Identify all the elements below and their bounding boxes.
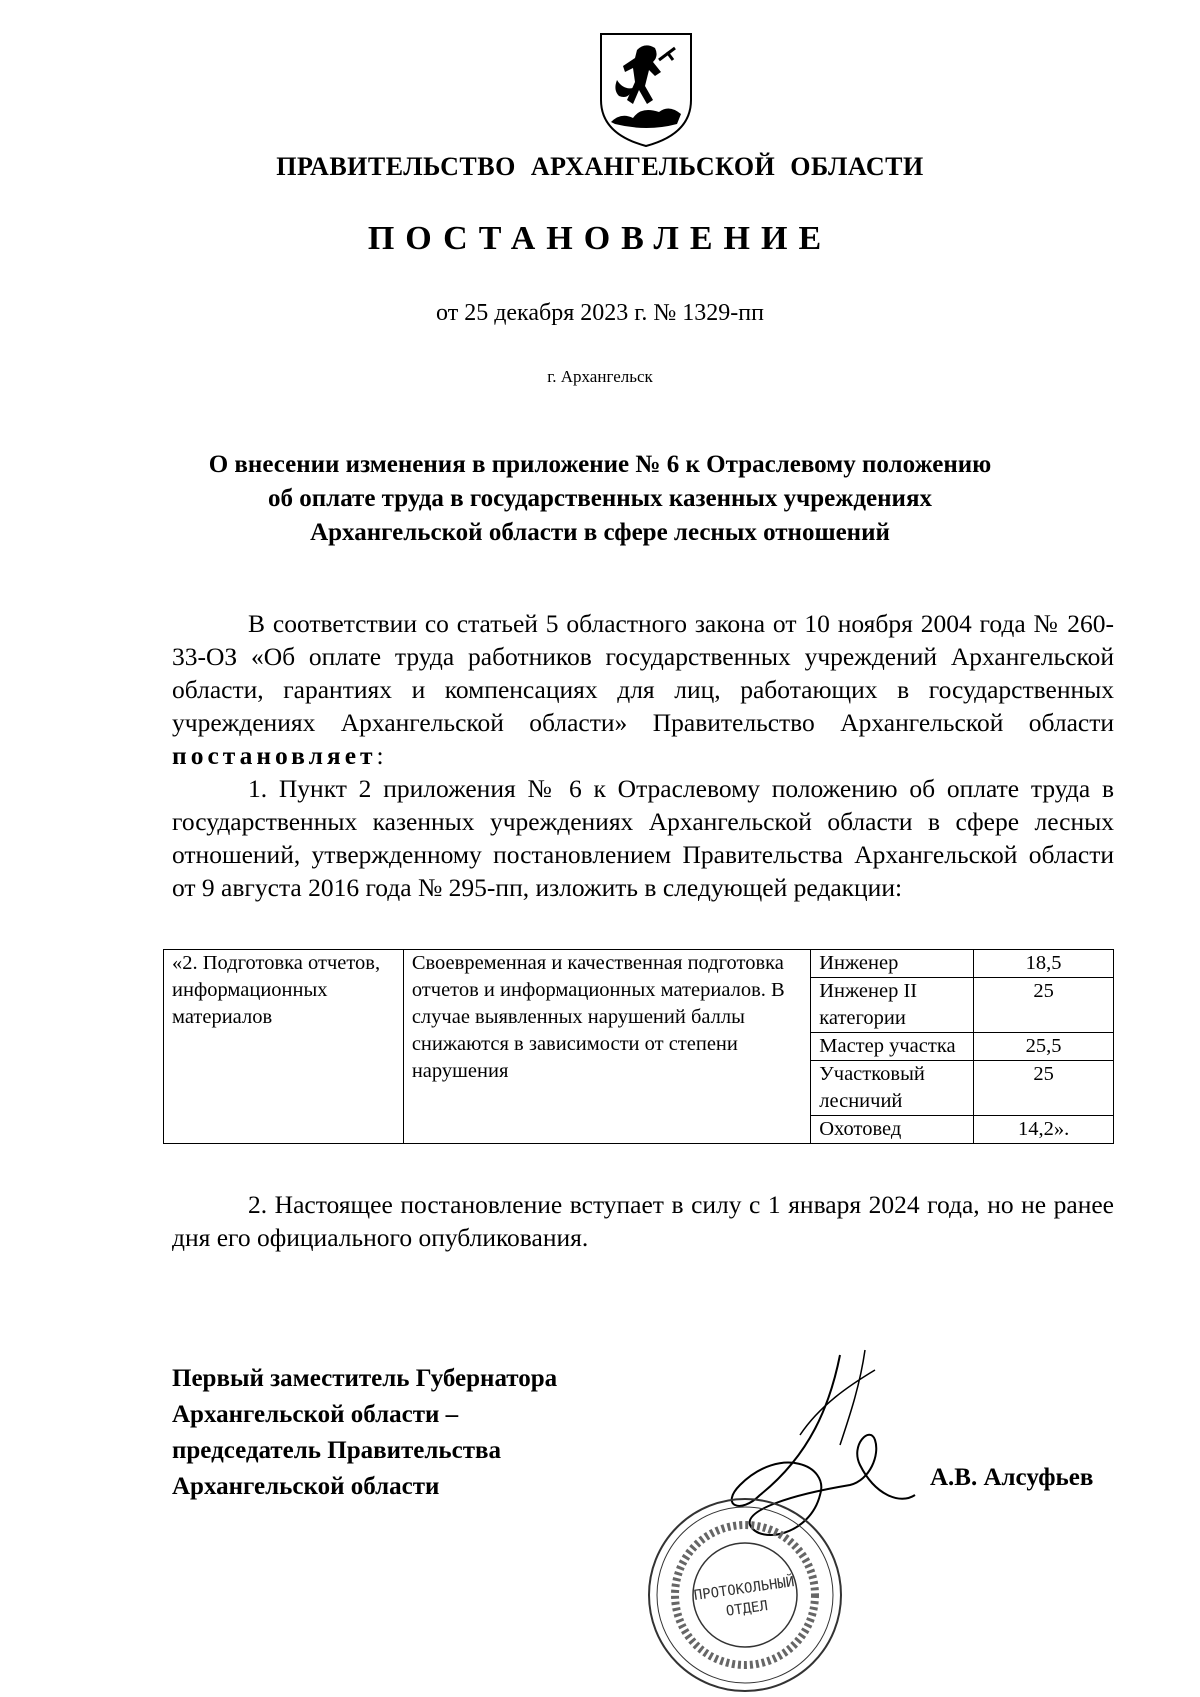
signatory-title-line: председатель Правительства	[172, 1437, 502, 1464]
signatory-name: А.В. Алсуфьев	[930, 1464, 1094, 1491]
signatory-title	[172, 1361, 557, 1505]
signatory-title-line: Первый заместитель Губернатора	[172, 1365, 558, 1392]
signatory-title-line: Архангельской области –	[172, 1401, 459, 1428]
seal-text: ПРОТОКОЛЬНЫЙ	[692, 1574, 796, 1605]
criterion-cell: «2. Подготовка отчетов, информационных материалов	[164, 950, 404, 1144]
document-date-number: от 25 декабря 2023 г. № 1329-пп	[436, 300, 764, 326]
value-cell: 25,5	[974, 1033, 1114, 1061]
position-cell: Мастер участка	[811, 1033, 974, 1061]
document-city: г. Архангельск	[547, 367, 653, 386]
preamble-paragraph	[172, 607, 1114, 772]
position-cell: Инженер II категории	[811, 978, 974, 1033]
subject-line: Архангельской области в сфере лесных отношений	[310, 519, 890, 546]
table-row	[164, 950, 1114, 978]
clause-1-paragraph: 1. Пункт 2 приложения № 6 к Отраслевому положению об оплате труда в государственных казенных учреждениях Архангельской области в сфере лесных отношений, утвержденному постановлением Правительства Архангельской области от 9 августа 2016 года № 295-пп, изложить в следующей редакции:	[172, 774, 1114, 902]
rates-table	[163, 949, 1114, 1144]
subject-line: О внесении изменения в приложение № 6 к Отраслевому положению	[208, 451, 992, 478]
value-cell: 18,5	[974, 950, 1114, 978]
document-subject	[0, 448, 1200, 550]
value-cell: 25	[974, 978, 1114, 1033]
official-seal-stamp	[645, 1495, 845, 1695]
value-cell: 14,2».	[974, 1116, 1114, 1144]
subject-line: об оплате труда в государственных казенных учреждениях	[268, 485, 932, 512]
document-type-heading: ПОСТАНОВЛЕНИЕ	[367, 220, 833, 257]
signatory-title-line: Архангельской области	[172, 1473, 440, 1500]
government-name: ПРАВИТЕЛЬСТВО АРХАНГЕЛЬСКОЙ ОБЛАСТИ	[276, 152, 924, 181]
description-cell: Своевременная и качественная подготовка отчетов и информационных материалов. В случае выявленных нарушений баллы снижаются в зависимости от степени нарушения	[403, 950, 810, 1144]
position-cell: Инженер	[811, 950, 974, 978]
clause-2-paragraph: 2. Настоящее постановление вступает в силу с 1 января 2024 года, но не ранее дня его официального опубликования.	[172, 1190, 1114, 1252]
preamble-colon: :	[376, 741, 384, 770]
value-cell: 25	[974, 1061, 1114, 1116]
position-cell: Участковый лесничий	[811, 1061, 974, 1116]
preamble-text: В соответствии со статьей 5 областного закона от 10 ноября 2004 года № 260-33-ОЗ «Об оплате труда работников государственных учреждений Архангельской области, гарантиях и компенсациях для лиц, работающих в государственных учреждениях Архангельской области» Правительство Архангельской области	[172, 609, 1114, 737]
seal-text: ОТДЕЛ	[724, 1598, 769, 1620]
position-cell: Охотовед	[811, 1116, 974, 1144]
resolves-verb: постановляет	[172, 741, 377, 770]
coat-of-arms-emblem	[597, 30, 695, 150]
